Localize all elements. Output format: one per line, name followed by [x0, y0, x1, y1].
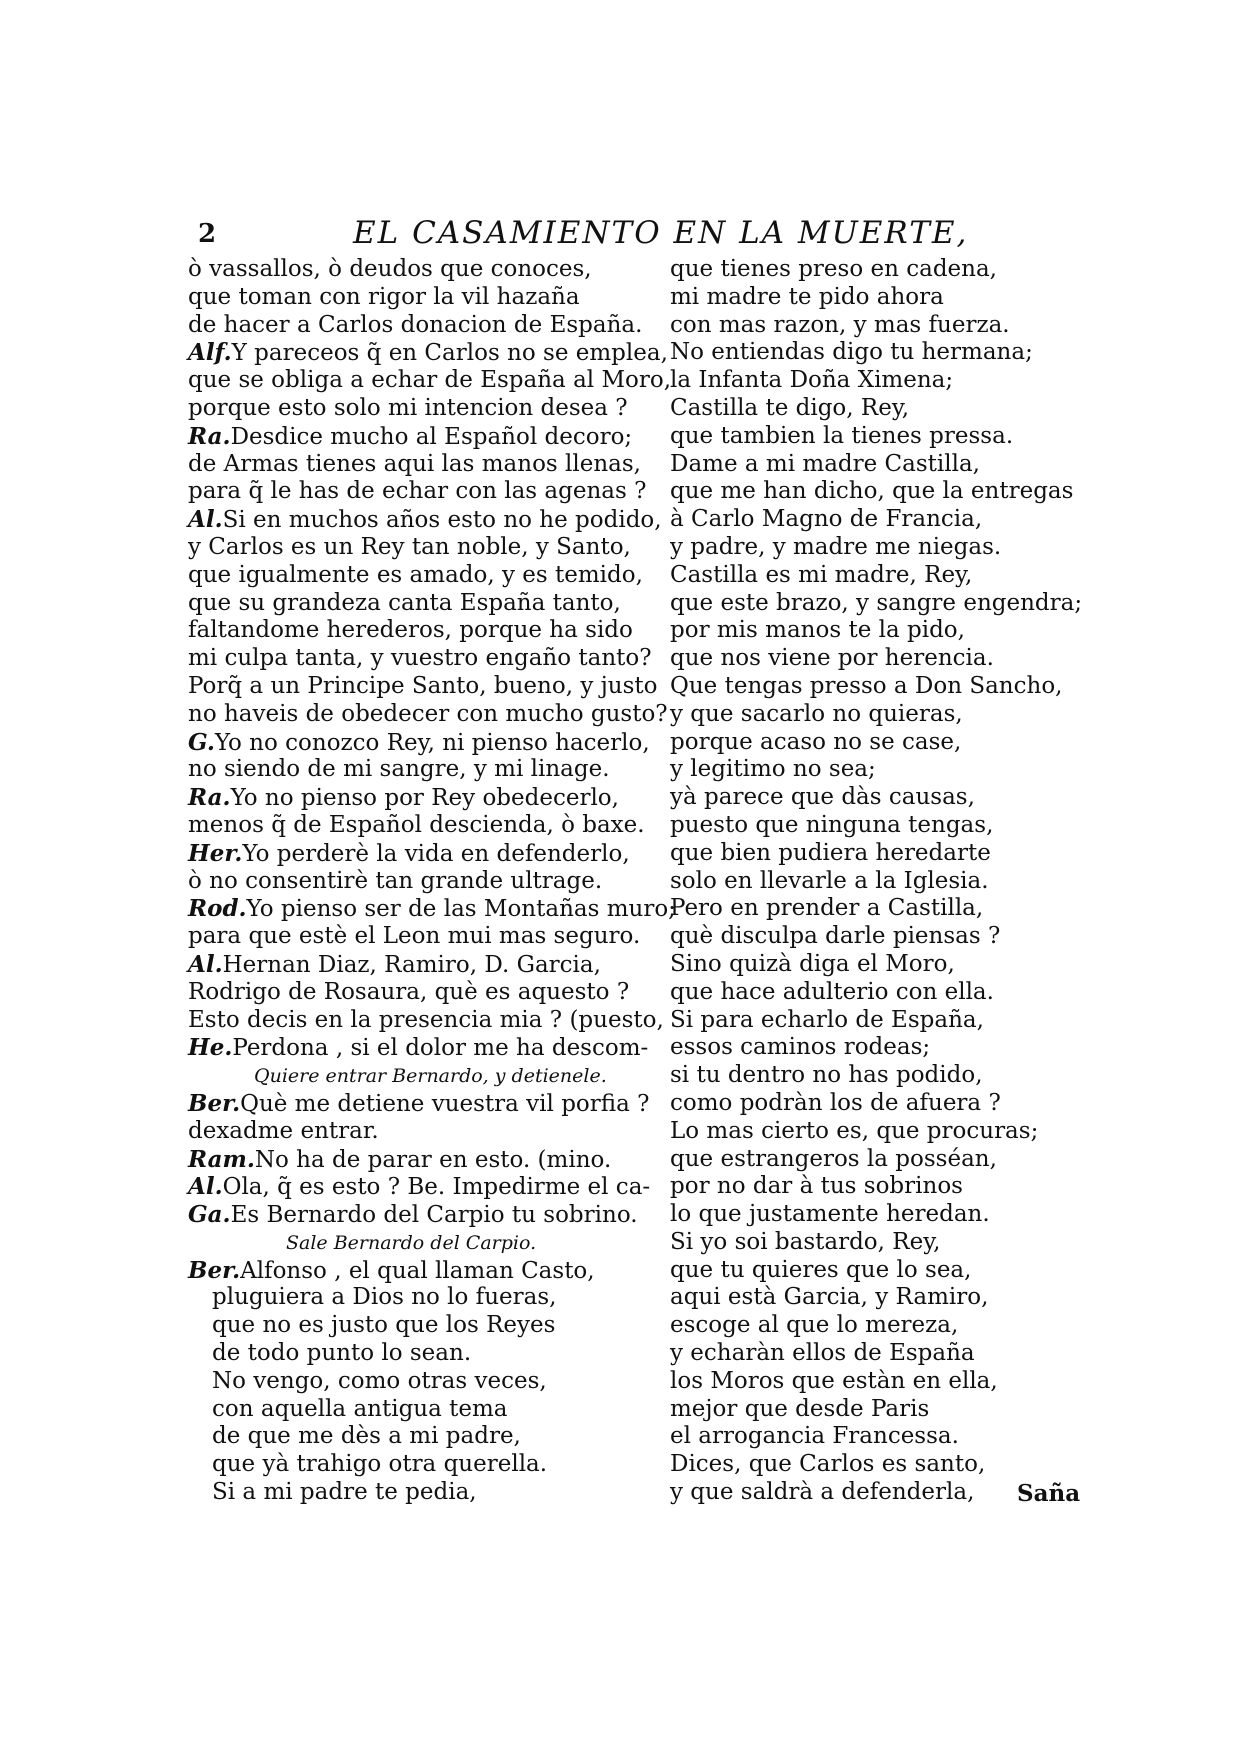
verse-text: Yo no conozco Rey, ni pienso hacerlo, — [214, 729, 650, 756]
verse-line — [188, 1368, 658, 1396]
verse-line: Lo mas cierto es, que procuras; — [670, 1117, 1039, 1144]
verse-text: Esto decis en la presencia mia ? (puesto, — [188, 1006, 664, 1033]
verse-line — [188, 1118, 658, 1146]
verse-line: Dices, que Carlos es santo, — [670, 1451, 986, 1478]
verse-line — [188, 478, 658, 506]
verse-line — [188, 1284, 658, 1312]
verse-text: mi culpa tanta, y vuestro engaño tanto? — [188, 645, 652, 672]
stage-direction: Sale Bernardo del Carpio. — [286, 1231, 537, 1254]
verse-text: Yo no pienso por Rey obedecerlo, — [230, 785, 619, 812]
speaker-label: Ber. — [188, 1256, 241, 1284]
verse-line — [188, 729, 658, 757]
verse-line — [188, 1312, 658, 1340]
verse-text: Es Bernardo del Carpio tu sobrino. — [230, 1202, 638, 1229]
verse-line: à Carlo Magno de Francia, — [670, 506, 983, 533]
verse-text: ò vassallos, ò deudos que conoces, — [188, 256, 592, 282]
verse-line — [188, 423, 658, 451]
verse-line: el arrogancia Francessa. — [670, 1423, 959, 1450]
speaker-label: Al. — [188, 950, 223, 978]
speaker-label: Al. — [188, 1173, 223, 1201]
verse-line — [188, 451, 658, 479]
verse-line: que estrangeros la posséan, — [670, 1145, 997, 1172]
verse-line — [188, 673, 658, 701]
verse-text: que yà trahigo otra querella. — [212, 1451, 548, 1478]
verse-line: Castilla te digo, Rey, — [670, 394, 910, 421]
speaker-label: Al. — [188, 506, 223, 534]
verse-line: y legitimo no sea; — [670, 756, 876, 783]
verse-line: que tienes preso en cadena, — [670, 256, 997, 282]
verse-text: menos q̃ de Español descienda, ò baxe. — [188, 811, 645, 838]
verse-line — [188, 590, 658, 618]
verse-line: mi madre te pido ahora — [670, 283, 944, 310]
verse-line: y que saldrà a defenderla, — [670, 1479, 975, 1506]
speaker-label: Ga. — [188, 1201, 231, 1229]
verse-line — [188, 1257, 658, 1285]
verse-line — [188, 1034, 658, 1062]
verse-line: què disculpa darle piensas ? — [670, 923, 1001, 950]
verse-line — [188, 256, 658, 284]
verse-text: Si a mi padre te pedia, — [212, 1479, 477, 1506]
verse-line — [188, 367, 671, 395]
verse-line — [188, 756, 658, 784]
verse-line — [188, 1090, 658, 1118]
page-header — [198, 215, 969, 259]
verse-text: que toman con rigor la vil hazaña — [188, 283, 580, 310]
running-title: EL CASAMIENTO EN LA MUERTE, — [353, 215, 969, 251]
verse-text: no haveis de obedecer con mucho gusto? — [188, 700, 668, 727]
verse-line — [188, 840, 658, 868]
verse-line: Sino quizà diga el Moro, — [670, 950, 955, 977]
verse-text: Si en muchos años esto no he podido, — [222, 507, 662, 534]
verse-line: puesto que ninguna tengas, — [670, 811, 994, 838]
verse-line — [188, 1006, 664, 1035]
verse-line — [188, 923, 658, 951]
verse-text: Ola, q̃ es esto ? Be. Impedirme el ca- — [222, 1174, 651, 1201]
page-number: 2 — [198, 219, 217, 249]
speaker-label: Her. — [188, 839, 243, 867]
verse-line — [188, 868, 658, 896]
verse-line: yà parece que dàs causas, — [670, 784, 975, 811]
verse-line: Pero en prender a Castilla, — [670, 895, 984, 922]
verse-text: y Carlos es un Rey tan noble, y Santo, — [188, 533, 631, 560]
verse-text: de que me dès a mi padre, — [212, 1423, 521, 1450]
verse-text: porque esto solo mi intencion desea ? — [188, 394, 628, 421]
verse-text: Porq̃ a un Principe Santo, bueno, y justo — [188, 672, 658, 699]
verse-line — [188, 812, 658, 840]
speaker-label: Ram. — [188, 1145, 255, 1173]
verse-line — [188, 645, 658, 673]
verse-line: Si yo soi bastardo, Rey, — [670, 1228, 941, 1255]
verse-line: No entiendas digo tu hermana; — [670, 339, 1033, 366]
verse-text: No ha de parar en esto. (mino. — [254, 1146, 612, 1173]
verse-line: porque acaso no se case, — [670, 728, 962, 755]
verse-text: para que estè el Leon mui mas seguro. — [188, 923, 641, 950]
verse-line — [188, 534, 658, 562]
verse-line: como podràn los de afuera ? — [670, 1089, 1001, 1116]
verse-text: Y pareceos q̃ en Carlos no se emplea, — [231, 340, 668, 367]
left-column — [188, 256, 676, 1507]
verse-line — [188, 1340, 658, 1368]
verse-text: Yo perderè la vida en defenderlo, — [242, 840, 630, 867]
speaker-label: He. — [188, 1034, 233, 1062]
verse-line — [188, 1229, 658, 1257]
verse-line — [188, 1479, 658, 1507]
verse-text: de hacer a Carlos donacion de España. — [188, 311, 643, 338]
verse-text: de todo punto lo sean. — [212, 1340, 472, 1367]
verse-text: No vengo, como otras veces, — [212, 1367, 547, 1394]
verse-line: que hace adulterio con ella. — [670, 978, 994, 1005]
speaker-label: Ber. — [188, 1089, 241, 1117]
verse-text: Hernan Diaz, Ramiro, D. Garcia, — [222, 951, 601, 978]
verse-line — [188, 617, 658, 645]
verse-line: por no dar à tus sobrinos — [670, 1173, 963, 1200]
verse-line: que me han dicho, que la entregas — [670, 478, 1074, 505]
verse-line: la Infanta Doña Ximena; — [670, 367, 954, 394]
speaker-label: Ra. — [188, 422, 231, 450]
verse-line — [188, 284, 658, 312]
verse-line: que tu quieres que lo sea, — [670, 1256, 972, 1283]
verse-line — [188, 784, 658, 812]
speaker-label: Ra. — [188, 784, 231, 812]
verse-line — [188, 1423, 658, 1451]
verse-line — [188, 339, 668, 367]
verse-text: de Armas tienes aqui las manos llenas, — [188, 450, 641, 477]
verse-line: que tambien la tienes pressa. — [670, 422, 1014, 449]
verse-line — [188, 895, 676, 923]
verse-text: Alfonso , el qual llaman Casto, — [240, 1257, 595, 1284]
verse-line: con mas razon, y mas fuerza. — [670, 311, 1010, 338]
speaker-label: Rod. — [188, 895, 247, 923]
verse-text: que se obliga a echar de España al Moro, — [188, 367, 671, 394]
verse-line — [188, 1062, 658, 1090]
verse-line — [188, 395, 658, 423]
catchword: Saña — [1017, 1480, 1081, 1507]
speaker-label: G. — [188, 728, 215, 756]
verse-line — [188, 1146, 658, 1174]
verse-line: Que tengas presso a Don Sancho, — [670, 672, 1063, 699]
verse-text: para q̃ le has de echar con las agenas ? — [188, 478, 647, 505]
verse-line — [188, 1173, 658, 1201]
verse-line: que nos viene por herencia. — [670, 645, 994, 672]
verse-line: escoge al que lo mereza, — [670, 1312, 959, 1339]
verse-text: ò no consentirè tan grande ultrage. — [188, 867, 603, 894]
verse-text: Yo pienso ser de las Montañas muro; — [246, 896, 676, 923]
verse-text: Rodrigo de Rosaura, què es aquesto ? — [188, 978, 630, 1005]
verse-line: aqui està Garcia, y Ramiro, — [670, 1284, 989, 1311]
verse-line — [188, 562, 658, 590]
verse-line — [188, 700, 668, 729]
verse-text: Desdice mucho al Español decoro; — [230, 423, 633, 450]
verse-text: que igualmente es amado, y es temido, — [188, 561, 643, 588]
verse-text: que no es justo que los Reyes — [212, 1312, 556, 1339]
speaker-label: Alf. — [188, 339, 232, 367]
verse-line — [188, 951, 658, 979]
verse-line: que este brazo, y sangre engendra; — [670, 589, 1083, 616]
verse-line — [188, 506, 662, 534]
verse-line — [188, 1201, 658, 1229]
verse-line: que bien pudiera heredarte — [670, 839, 991, 866]
verse-line — [188, 1396, 658, 1424]
verse-text: no siendo de mi sangre, y mi linage. — [188, 756, 610, 783]
verse-line — [188, 1451, 658, 1479]
verse-line: lo que justamente heredan. — [670, 1201, 990, 1228]
stage-direction: Quiere entrar Bernardo, y detienele. — [254, 1065, 607, 1088]
verse-line: Castilla es mi madre, Rey, — [670, 561, 973, 588]
verse-text: Què me detiene vuestra vil porfia ? — [240, 1090, 650, 1117]
verse-line: y padre, y madre me niegas. — [670, 533, 1002, 560]
verse-line: por mis manos te la pido, — [670, 617, 965, 644]
verse-line: y que sacarlo no quieras, — [670, 700, 963, 727]
verse-line: essos caminos rodeas; — [670, 1034, 931, 1061]
verse-text: faltandome herederos, porque ha sido — [188, 617, 633, 644]
verse-line: Dame a mi madre Castilla, — [670, 450, 980, 477]
verse-line — [188, 979, 658, 1007]
verse-text: Perdona , si el dolor me ha descom- — [232, 1035, 649, 1062]
verse-text: que su grandeza canta España tanto, — [188, 589, 621, 616]
verse-line: los Moros que estàn en ella, — [670, 1367, 998, 1394]
verse-line: solo en llevarle a la Iglesia. — [670, 867, 989, 894]
verse-text: dexadme entrar. — [188, 1117, 379, 1144]
verse-line: mejor que desde Paris — [670, 1395, 930, 1422]
verse-line: Si para echarlo de España, — [670, 1006, 984, 1033]
verse-text: con aquella antigua tema — [212, 1395, 508, 1422]
verse-line: si tu dentro no has podido, — [670, 1062, 983, 1089]
verse-line: y echaràn ellos de España — [670, 1340, 975, 1367]
verse-line — [188, 312, 658, 340]
verse-text: pluguiera a Dios no lo fueras, — [212, 1284, 557, 1311]
